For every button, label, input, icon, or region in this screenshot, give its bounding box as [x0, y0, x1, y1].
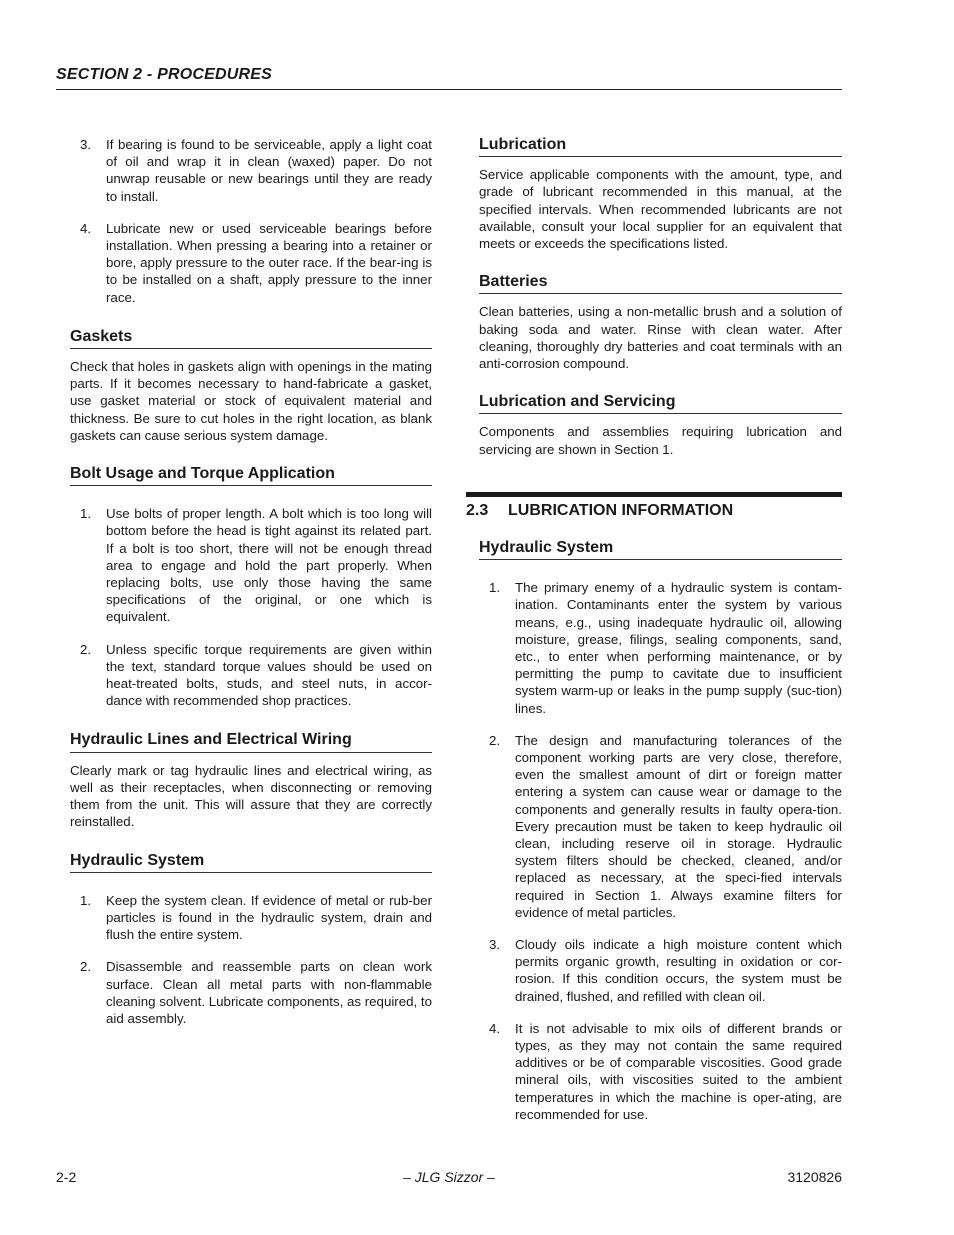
section-heading-2-3 [466, 492, 842, 520]
gaskets-text: Check that holes in gaskets align with openings in the mating parts. If it becomes necessary to hand-fabricate a gasket, use gasket material or stock of equivalent material and thickness. Be sure to cut holes in the right location, as blank gaskets can cause serious system damage. [70, 359, 432, 443]
list-item-text: Lubricate new or used serviceable bearings before installation. When pressing a bearing into a retainer or bore, apply pressure to the outer race. If the bear-ing is to be installed on a shaft, apply pressure to the inner race. [106, 220, 432, 305]
footer-title: – JLG Sizzor – [403, 1169, 495, 1185]
left-column [70, 136, 432, 1027]
lubrication-servicing-text: Components and assemblies requiring lubrication and servicing are shown in Section 1. [479, 424, 842, 457]
heading-lubrication-servicing: Lubrication and Servicing [479, 393, 842, 414]
list-item: 3. Cloudy oils indicate a high moisture content which permits organic growth, resulting in oxidation or cor-rosion. If this condition occurs, the system must be drained, flushed, and refilled with clean oil. [489, 937, 842, 1004]
heading-hydraulic-system: Hydraulic System [70, 852, 432, 873]
list-item-text: Disassemble and reassemble parts on clean work surface. Clean all metal parts with non-flammable cleaning solvent. Lubricate components, as required, to aid assembly. [106, 959, 432, 1026]
list-item-text: Use bolts of proper length. A bolt which is too long will bottom before the head is tight against its related part. If a bolt is too short, there will not be enough thread area to engage and hold the part properly. When replacing bolts, use only those having the same specifications of the original, or one which is equivalent. [106, 506, 432, 625]
list-item: 1. Keep the system clean. If evidence of metal or rub-ber particles is found in the hydraulic system, drain and flush the entire system. [80, 892, 432, 943]
list-item: 4. Lubricate new or used serviceable bearings before installation. When pressing a bearing into a retainer or bore, apply pressure to the outer race. If the bear-ing is to be installed on a shaft, apply pressure to the inner race. [80, 220, 432, 305]
heading-hydraulic-lines: Hydraulic Lines and Electrical Wiring [70, 731, 432, 752]
section-title: LUBRICATION INFORMATION [508, 502, 734, 519]
list-item-text: It is not advisable to mix oils of different brands or types, as they may not contain the same required additives or be of comparable viscosities. Good grade mineral oils, with viscosities suited to the ambient temperatures in which the machine is oper-ating, are recommended for use. [515, 1020, 842, 1122]
section-header: SECTION 2 - PROCEDURES [56, 66, 842, 90]
list-item: 1. Use bolts of proper length. A bolt which is too long will bottom before the head is tight against its related part. If a bolt is too short, there will not be enough thread area to engage and hold the part properly. When replacing bolts, use only those having the same specifications of the original, or one which is equivalent. [80, 506, 432, 625]
hydraulic-lines-text: Clearly mark or tag hydraulic lines and electrical wiring, as well as their receptacles, when disconnecting or removing them from the unit. This will assure that they are correctly reinstalled. [70, 762, 432, 830]
list-item: 3. If bearing is found to be serviceable, apply a light coat of oil and wrap it in clean (waxed) paper. Do not unwrap reusable or new bearings until they are ready to install. [80, 137, 432, 204]
list-item-text: The design and manufacturing tolerances of the component working parts are very close, therefore, even the smallest amount of dirt or foreign matter entering a system can cause wear or damage to the components and generally results in faulty opera-tion. Every precaution must be taken to keep hydraulic oil clean, including reserve oil in storage. Hydraulic system filters should be checked, cleaned, and/or replaced as necessary, at the speci-fied intervals required in Section 1. Always examine filters for evidence of metal particles. [515, 732, 842, 920]
heading-hydraulic-system-lubrication: Hydraulic System [479, 539, 842, 560]
list-item: 1. The primary enemy of a hydraulic system is contam-ination. Contaminants enter the system by various means, e.g., using inadequate hydraulic oil, allowing moisture, grease, filings, sealing components, sand, etc., to enter when performing maintenance, or by permitting the pump to cavitate due to insufficient system warm-up or leaks in the pump supply (suc-tion) lines. [489, 580, 842, 716]
list-item: 2. Disassemble and reassemble parts on clean work surface. Clean all metal parts with non-flammable cleaning solvent. Lubricate components, as required, to aid assembly. [80, 959, 432, 1026]
list-item-text: Keep the system clean. If evidence of metal or rub-ber particles is found in the hydraulic system, drain and flush the entire system. [106, 892, 432, 943]
list-item-text: Unless specific torque requirements are given within the text, standard torque values should be used on heat-treated bolts, studs, and steel nuts, in accor-dance with recommended shop practices. [106, 641, 432, 709]
heading-lubrication: Lubrication [479, 136, 842, 157]
section-number: 2.3 [466, 502, 489, 519]
list-item: 4. It is not advisable to mix oils of different brands or types, as they may not contain the same required additives or be of comparable viscosities. Good grade mineral oils, with viscosities suited to the ambient temperatures in which the machine is oper-ating, are recommended for use. [489, 1020, 842, 1122]
bearing-steps-list [70, 136, 432, 306]
list-item: 2. The design and manufacturing tolerances of the component working parts are very close, therefore, even the smallest amount of dirt or foreign matter entering a system can cause wear or damage to the components and generally results in faulty opera-tion. Every precaution must be taken to keep hydraulic oil clean, including reserve oil in storage. Hydraulic system filters should be checked, cleaned, and/or replaced as necessary, at the speci-fied intervals required in Section 1. Always examine filters for evidence of metal particles. [489, 732, 842, 920]
lubrication-text: Service applicable components with the amount, type, and grade of lubricant recommended in this manual, at the specified intervals. When recommended lubricants are not available, consult your local supplier for an equivalent that meets or exceeds the specifications listed. [479, 167, 842, 252]
list-item: 2. Unless specific torque requirements are given within the text, standard torque values should be used on heat-treated bolts, studs, and steel nuts, in accor-dance with recommended shop practices. [80, 641, 432, 709]
right-column [479, 136, 842, 458]
list-item-text: If bearing is found to be serviceable, apply a light coat of oil and wrap it in clean (waxed) paper. Do not unwrap reusable or new bearings until they are ready to install. [106, 137, 432, 204]
lubrication-hydraulic-list [479, 579, 842, 1123]
page-number: 2-2 [56, 1169, 77, 1185]
heading-batteries: Batteries [479, 273, 842, 294]
right-column-lower [479, 539, 842, 1123]
heading-gaskets: Gaskets [70, 328, 432, 349]
list-item-text: Cloudy oils indicate a high moisture content which permits organic growth, resulting in oxidation or cor-rosion. If this condition occurs, the system must be drained, flushed, and refilled with clean oil. [515, 937, 842, 1004]
document-number: 3120826 [787, 1169, 842, 1185]
list-item-text: The primary enemy of a hydraulic system is contam-ination. Contaminants enter the system by various means, e.g., using inadequate hydraulic oil, allowing moisture, grease, filings, sealing components, sand, etc., to enter when performing maintenance, or by permitting the pump to cavitate due to insufficient system warm-up or leaks in the pump supply (suc-tion) lines. [515, 580, 842, 716]
bolt-usage-list [70, 505, 432, 709]
heading-bolt-usage: Bolt Usage and Torque Application [70, 465, 432, 486]
batteries-text: Clean batteries, using a non-metallic brush and a solution of baking soda and water. Rinse with clean water. After cleaning, thoroughly dry batteries and coat terminals with an anti-corrosion compound. [479, 304, 842, 372]
hydraulic-system-list [70, 892, 432, 1027]
